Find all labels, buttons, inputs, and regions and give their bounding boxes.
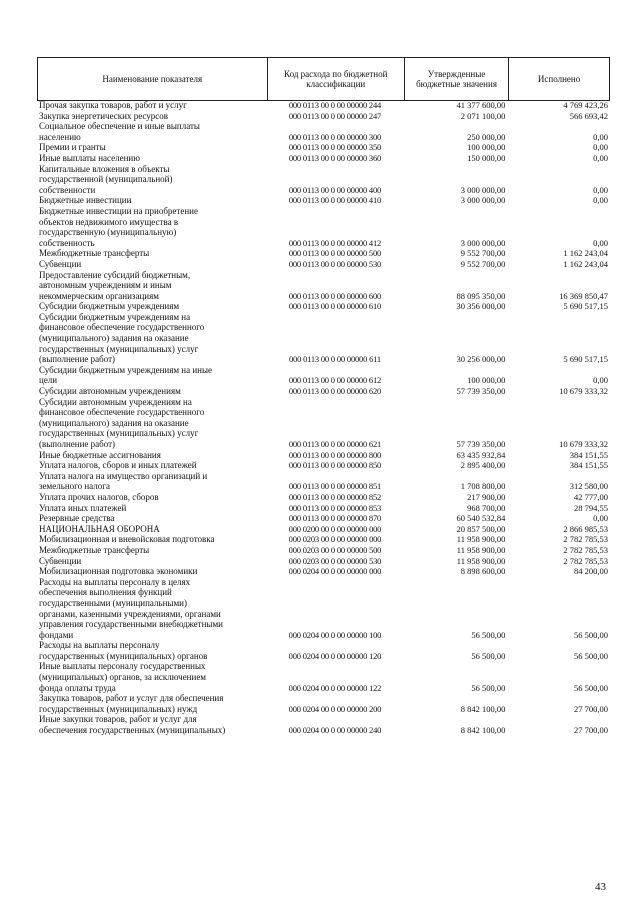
row-approved: 63 435 932,84 [456, 449, 506, 460]
row-name-line: Субсидии автономным учреждениям на [39, 396, 192, 407]
row-approved: 1 708 800,00 [460, 481, 506, 492]
row-approved: 20 857 500,00 [456, 523, 506, 534]
row-name-line: (выполнение работ) [39, 439, 116, 449]
row-executed: 5 690 517,15 [563, 354, 608, 365]
row-approved: 8 898 600,00 [460, 566, 506, 577]
row-name-line: финансовое обеспечение государственного [39, 407, 205, 418]
table-row [37, 153, 610, 164]
row-name-line: (муниципального) задания на оказание [39, 333, 189, 344]
row-name [37, 206, 266, 248]
row-executed: 312 580,00 [569, 481, 608, 492]
page-number: 43 [595, 881, 606, 893]
row-code: 000 0113 00 0 00 00000 610 [288, 301, 382, 312]
row-name [37, 460, 266, 471]
row-code: 000 0113 00 0 00 00000 500 [288, 248, 382, 259]
row-name-line: Субсидии бюджетным учреждениям на [39, 311, 191, 322]
row-executed: 56 500,00 [574, 682, 608, 693]
row-executed: 28 794,55 [574, 502, 608, 513]
row-name [37, 534, 266, 545]
row-name-line: финансовое обеспечение государственного [39, 322, 205, 333]
row-approved: 3 000 000,00 [460, 184, 506, 195]
table-row [37, 365, 610, 386]
row-name-line: Субвенции [39, 258, 82, 269]
row-code: 000 0204 00 0 00 00000 200 [288, 703, 382, 714]
row-approved: 3 000 000,00 [460, 195, 506, 206]
table-row [37, 566, 610, 577]
row-name-line: государственной (муниципальной) [39, 174, 173, 185]
table-row [37, 397, 610, 450]
row-approved: 57 739 350,00 [456, 439, 506, 449]
row-name-line: объектов недвижимого имущества в [39, 216, 179, 227]
row-code: 000 0113 00 0 00 00000 621 [288, 439, 382, 449]
row-name-line: фонда оплаты труда [39, 682, 116, 693]
row-executed: 0,00 [593, 237, 608, 248]
table-row [37, 556, 610, 567]
row-code: 000 0113 00 0 00 00000 852 [288, 491, 382, 502]
table-row [37, 259, 610, 270]
row-name-line: государственных (муниципальных) услуг [39, 428, 199, 439]
row-name-line: Расходы на выплаты персоналу в целях [39, 576, 191, 587]
row-code: 000 0203 00 0 00 00000 530 [288, 555, 382, 566]
table-row [37, 513, 610, 524]
row-executed: 0,00 [593, 375, 608, 386]
row-executed: 0,00 [593, 142, 608, 153]
row-code: 000 0113 00 0 00 00000 620 [288, 386, 382, 397]
row-name-line: собственности [39, 184, 96, 195]
row-name [37, 142, 266, 153]
row-name-line: Межбюджетные трансферты [39, 544, 150, 555]
row-name-line: некоммерческим организациям [39, 290, 159, 301]
row-name [37, 100, 266, 111]
row-name-line: Закупка товаров, работ и услуг для обеспечения [39, 693, 224, 704]
row-name-line: Межбюджетные трансферты [39, 248, 150, 259]
row-approved: 41 377 600,00 [456, 100, 506, 110]
row-name-line: государственными (муниципальными) [39, 597, 187, 608]
row-executed: 1 162 243,04 [563, 248, 608, 259]
row-approved: 30 356 000,00 [456, 301, 506, 312]
row-name-line: (выполнение работ) [39, 354, 116, 365]
row-code: 000 0113 00 0 00 00000 870 [288, 513, 382, 524]
row-executed: 2 782 785,53 [563, 534, 608, 545]
row-name [37, 503, 266, 514]
row-name [37, 450, 266, 461]
row-name-line: Премии и гранты [39, 142, 106, 153]
table-row [37, 640, 610, 661]
table-row [37, 301, 610, 312]
row-approved: 100 000,00 [467, 375, 506, 386]
row-name [37, 121, 266, 142]
row-code: 000 0113 00 0 00 00000 350 [288, 142, 382, 153]
row-code: 000 0113 00 0 00 00000 853 [288, 502, 382, 513]
row-name [37, 545, 266, 556]
row-name-line: Бюджетные инвестиции на приобретение [39, 205, 198, 216]
row-approved: 150 000,00 [467, 152, 506, 163]
row-executed: 566 693,42 [569, 110, 608, 121]
header-code: Код расхода по бюджетной классификации [267, 58, 404, 101]
row-approved: 968 700,00 [467, 502, 506, 513]
row-approved: 8 842 100,00 [460, 725, 506, 736]
row-name-line: Иные выплаты населению [39, 152, 140, 163]
row-name [37, 164, 266, 196]
row-name-line: Закупка энергетических ресурсов [39, 110, 169, 121]
table-row [37, 534, 610, 545]
row-code: 000 0113 00 0 00 00000 800 [288, 449, 382, 460]
row-name-line: цели [39, 375, 58, 386]
row-name-line: государственных (муниципальных) услуг [39, 343, 199, 354]
header-executed: Исполнено [509, 58, 610, 101]
row-name-line: населению [39, 131, 81, 142]
row-executed: 42 777,00 [574, 491, 608, 502]
row-name [37, 259, 266, 270]
row-name-line: государственных (муниципальных) органов [39, 650, 208, 661]
row-approved: 56 500,00 [471, 629, 506, 640]
row-name-line: обеспечения государственных (муниципальных) [39, 725, 226, 736]
row-approved: 11 958 900,00 [456, 555, 506, 566]
row-name-line: Уплата налогов, сборов и иных платежей [39, 460, 197, 471]
row-name [37, 397, 266, 450]
row-name [37, 386, 266, 397]
row-name-line: автономным учреждениям и иным [39, 280, 172, 291]
table-row [37, 111, 610, 122]
row-executed: 0,00 [593, 184, 608, 195]
row-approved: 57 739 350,00 [456, 386, 506, 397]
table-row [37, 524, 610, 535]
table-row [37, 545, 610, 556]
row-code: 000 0113 00 0 00 00000 410 [288, 195, 382, 206]
row-executed: 10 679 333,32 [559, 386, 608, 397]
row-name [37, 693, 266, 714]
row-name [37, 556, 266, 567]
row-name-line: Прочая закупка товаров, работ и услуг [39, 100, 187, 110]
row-approved: 60 540 532,84 [456, 513, 506, 524]
row-name-line: Социальное обеспечение и иные выплаты [39, 121, 200, 132]
row-code: 000 0113 00 0 00 00000 600 [288, 290, 382, 301]
row-executed: 4 769 423,26 [563, 100, 608, 110]
row-code: 000 0203 00 0 00 00000 500 [288, 544, 382, 555]
row-name-line: Уплата прочих налогов, сборов [39, 491, 159, 502]
row-executed: 27 700,00 [574, 703, 608, 714]
row-name-line: Субсидии бюджетным учреждениям [39, 301, 180, 312]
row-executed: 5 690 517,15 [563, 301, 608, 312]
row-name-line: управления государственными внебюджетными [39, 619, 223, 630]
row-name-line: Иные бюджетные ассигнования [39, 449, 161, 460]
row-name [37, 513, 266, 524]
row-name [37, 248, 266, 259]
row-code: 000 0113 00 0 00 00000 412 [288, 237, 382, 248]
row-code: 000 0204 00 0 00 00000 100 [288, 629, 382, 640]
row-name-line: Иные выплаты персоналу государственных [39, 661, 206, 672]
row-approved: 11 958 900,00 [456, 544, 506, 555]
table-row [37, 450, 610, 461]
row-code: 000 0113 00 0 00 00000 851 [288, 481, 382, 492]
table-row [37, 248, 610, 259]
row-approved: 2 895 400,00 [460, 460, 506, 471]
row-executed: 16 369 850,47 [559, 290, 608, 301]
table-row [37, 460, 610, 471]
row-executed: 2 782 785,53 [563, 555, 608, 566]
row-approved: 11 958 900,00 [456, 534, 506, 545]
row-code: 000 0113 00 0 00 00000 611 [289, 354, 381, 365]
table-row [37, 270, 610, 302]
row-name-line: органами, казенными учреждениями, органами [39, 608, 221, 619]
row-code: 000 0204 00 0 00 00000 000 [288, 566, 382, 577]
table-row [37, 142, 610, 153]
table-row [37, 661, 610, 693]
row-name [37, 312, 266, 365]
table-row [37, 503, 610, 514]
row-name-line: Резервные средства [39, 513, 115, 524]
row-executed: 10 679 333,32 [559, 439, 608, 449]
row-name-line: (муниципального) задания на оказание [39, 417, 189, 428]
row-name [37, 566, 266, 577]
row-approved: 56 500,00 [471, 650, 506, 661]
row-code: 000 0200 00 0 00 00000 000 [288, 523, 382, 534]
row-code: 000 0113 00 0 00 00000 300 [288, 131, 382, 142]
table-row [37, 195, 610, 206]
table-row [37, 693, 610, 714]
row-executed: 2 866 985,53 [563, 523, 608, 534]
row-approved: 30 256 000,00 [456, 354, 506, 365]
row-name [37, 111, 266, 122]
row-name-line: Субсидии автономным учреждениям [39, 386, 181, 397]
table-row [37, 471, 610, 492]
row-name-line: Субсидии бюджетным учреждениям на иные [39, 364, 213, 375]
table-row [37, 714, 610, 735]
row-approved: 8 842 100,00 [460, 703, 506, 714]
row-executed: 384 151,55 [569, 460, 608, 471]
row-name-line: (муниципальных) органов, за исключением [39, 672, 207, 683]
row-executed: 56 500,00 [574, 629, 608, 640]
row-code: 000 0203 00 0 00 00000 000 [288, 534, 382, 545]
row-name [37, 524, 266, 535]
row-name-line: НАЦИОНАЛЬНАЯ ОБОРОНА [39, 523, 160, 534]
row-name [37, 714, 266, 735]
row-code: 000 0113 00 0 00 00000 360 [288, 152, 382, 163]
row-name-line: Уплата иных платежей [39, 502, 127, 513]
row-name-line: государственную (муниципальную) [39, 227, 177, 238]
row-executed: 1 162 243,04 [563, 258, 608, 269]
row-code: 000 0113 00 0 00 00000 400 [288, 184, 382, 195]
row-name-line: Мобилизационная подготовка экономики [39, 566, 198, 577]
row-name [37, 153, 266, 164]
row-name [37, 471, 266, 492]
header-name: Наименование показателя [38, 58, 268, 101]
row-name-line: фондами [39, 629, 74, 640]
table-row [37, 100, 610, 111]
row-approved: 250 000,00 [467, 131, 506, 142]
row-name-line: Бюджетные инвестиции [39, 195, 132, 206]
row-executed: 56 500,00 [574, 650, 608, 661]
row-code: 000 0204 00 0 00 00000 240 [288, 725, 382, 736]
table-row [37, 121, 610, 142]
row-code: 000 0113 00 0 00 00000 244 [288, 100, 382, 110]
row-name-line: Мобилизационная и вневойсковая подготовка [39, 534, 215, 545]
row-approved: 9 552 700,00 [460, 248, 506, 259]
row-executed: 0,00 [593, 131, 608, 142]
row-executed: 84 200,00 [574, 566, 608, 577]
row-name [37, 577, 266, 641]
row-name [37, 270, 266, 302]
row-name-line: Предоставление субсидий бюджетным, [39, 269, 191, 280]
table-row [37, 492, 610, 503]
table-row [37, 386, 610, 397]
row-code: 000 0204 00 0 00 00000 120 [288, 650, 382, 661]
row-name-line: государственных (муниципальных) нужд [39, 703, 198, 714]
row-executed: 384 151,55 [569, 449, 608, 460]
row-name-line: собственность [39, 237, 95, 248]
row-name [37, 195, 266, 206]
row-name [37, 492, 266, 503]
row-executed: 0,00 [593, 195, 608, 206]
table-row [37, 312, 610, 365]
row-approved: 88 095 350,00 [456, 290, 506, 301]
table-row [37, 577, 610, 641]
row-executed: 27 700,00 [574, 725, 608, 736]
row-approved: 217 900,00 [467, 491, 506, 502]
row-name-line: обеспечения выполнения функций [39, 587, 172, 598]
row-code: 000 0204 00 0 00 00000 122 [288, 682, 382, 693]
row-executed: 0,00 [593, 513, 608, 524]
row-approved: 56 500,00 [471, 682, 506, 693]
row-name-line: Субвенции [39, 555, 82, 566]
row-name-line: Расходы на выплаты персоналу [39, 640, 160, 651]
row-executed: 2 782 785,53 [563, 544, 608, 555]
table-body [37, 100, 610, 736]
row-name-line: Уплата налога на имущество организаций и [39, 470, 208, 481]
row-code: 000 0113 00 0 00 00000 530 [288, 258, 382, 269]
row-approved: 3 000 000,00 [460, 237, 506, 248]
row-approved: 100 000,00 [467, 142, 506, 153]
header-approved: Утвержденные бюджетные значения [404, 58, 508, 101]
table-row [37, 164, 610, 196]
row-name [37, 365, 266, 386]
row-approved: 9 552 700,00 [460, 258, 506, 269]
row-name-line: Иные закупки товаров, работ и услуг для [39, 714, 197, 725]
table-header [37, 57, 610, 101]
row-name [37, 640, 266, 661]
row-code: 000 0113 00 0 00 00000 247 [288, 110, 382, 121]
table-row [37, 206, 610, 248]
row-name [37, 301, 266, 312]
row-approved: 2 071 100,00 [460, 110, 506, 121]
row-code: 000 0113 00 0 00 00000 612 [288, 375, 382, 386]
row-executed: 0,00 [593, 152, 608, 163]
row-code: 000 0113 00 0 00 00000 850 [288, 460, 382, 471]
row-name [37, 661, 266, 693]
row-name-line: земельного налога [39, 481, 110, 492]
row-name-line: Капитальные вложения в объекты [39, 163, 170, 174]
